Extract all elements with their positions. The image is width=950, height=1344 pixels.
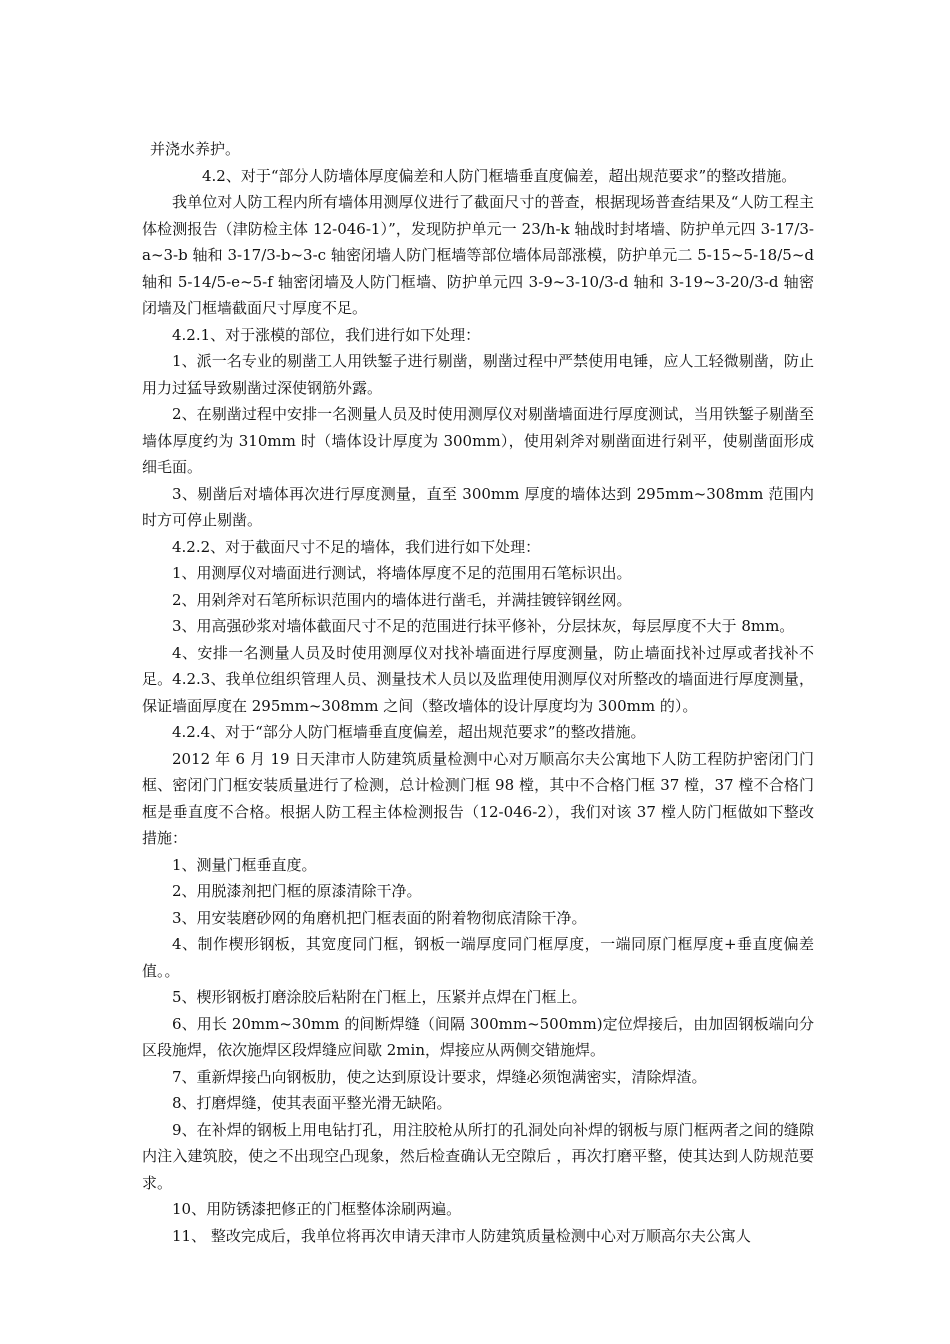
list-item: 11、 整改完成后，我单位将再次申请天津市人防建筑质量检测中心对万顺高尔夫公寓人: [172, 1226, 751, 1245]
heading-4-2-1: 4.2.1、对于涨模的部位，我们进行如下处理：: [172, 325, 481, 344]
list-item: 7、重新焊接凸向钢板肋，使之达到原设计要求，焊缝必须饱满密实，清除焊渣。: [172, 1067, 707, 1086]
list-item: 3、用安装磨砂网的角磨机把门框表面的附着物彻底清除干净。: [172, 908, 587, 927]
heading-4-2-2: 4.2.2、对于截面尺寸不足的墙体，我们进行如下处理：: [172, 537, 541, 556]
list-item: 4、安排一名测量人员及时使用测厚仪对找补墙面进行厚度测量，防止墙面找补过厚或者找补不足。4.2.3、我单位组织管理人员、测量技术人员以及监理使用测厚仪对所整改的墙面进行厚度测量，保证墙面厚度在 295mm~308mm 之间（整改墙体的设计厚度均为 300mm 的）。: [142, 643, 814, 715]
heading-4-2-4: 4.2.4、对于“部分人防门框墙垂直度偏差，超出规范要求”的整改措施。: [172, 723, 646, 741]
paragraph-survey: 我单位对人防工程内所有墙体用测厚仪进行了截面尺寸的普查，根据现场普查结果及“人防工程主体检测报告（津防检主体 12-046-1）”，发现防护单元一 23/h-k 轴战时封堵墙、防护单元四 3-17/3-a~3-b 轴和 3-17/3-b~3-c 轴密闭墙人防门框墙等部位墙体局部涨模，防护单元二 5-15~5-18/5~d 轴和 5-14/5-e~5-f 轴密闭墙及人防门框墙、防护单元四 3-9~3-10/3-d 轴和 3-19~3-20/3-d 轴密闭墙及门框墙截面尺寸厚度不足。: [142, 193, 814, 317]
list-item: 8、打磨焊缝，使其表面平整光滑无缺陷。: [172, 1094, 452, 1112]
list-item: 2、在剔凿过程中安排一名测量人员及时使用测厚仪对剔凿墙面进行厚度测试，当用铁錾子剔凿至墙体厚度约为 310mm 时（墙体设计厚度为 300mm），使用剁斧对剔凿面进行剁平，使剔凿面形成细毛面。: [142, 405, 814, 476]
list-item: 2、用剁斧对石笔所标识范围内的墙体进行凿毛，并满挂镀锌钢丝网。: [172, 590, 632, 609]
document-body: [142, 136, 814, 1249]
list-item: 10、用防锈漆把修正的门框整体涂刷两遍。: [172, 1200, 462, 1218]
paragraph-inspection: 2012 年 6 月 19 日天津市人防建筑质量检测中心对万顺高尔夫公寓地下人防工程防护密闭门门框、密闭门门框安装质量进行了检测，总计检测门框 98 樘，其中不合格门框 37 樘，37 樘不合格门框是垂直度不合格。根据人防工程主体检测报告（12-046-2），我们对该 37 樘人防门框做如下整改措施：: [142, 749, 814, 847]
heading-4-2: 4.2、对于“部分人防墙体厚度偏差和人防门框墙垂直度偏差，超出规范要求”的整改措施。: [202, 166, 797, 185]
paragraph-curing: 并浇水养护。: [150, 140, 241, 158]
list-item: 1、测量门框垂直度。: [172, 855, 317, 874]
list-item: 3、剔凿后对墙体再次进行厚度测量，直至 300mm 厚度的墙体达到 295mm~308mm 范围内时方可停止剔凿。: [142, 484, 814, 529]
list-item: 3、用高强砂浆对墙体截面尺寸不足的范围进行抹平修补，分层抹灰，每层厚度不大于 8mm。: [172, 617, 795, 635]
list-item: 4、制作楔形钢板，其宽度同门框，钢板一端厚度同门框厚度，一端同原门框厚度+垂直度偏差值。。: [142, 935, 814, 980]
list-item: 5、楔形钢板打磨涂胶后粘附在门框上，压紧并点焊在门框上。: [172, 988, 587, 1006]
list-item: 6、用长 20mm~30mm 的间断焊缝（间隔 300mm~500mm)定位焊接后，由加固钢板端向分区段施焊，依次施焊区段焊缝应间歇 2min，焊接应从两侧交错施焊。: [142, 1014, 814, 1059]
list-item: 9、在补焊的钢板上用电钻打孔，用注胶枪从所打的孔洞处向补焊的钢板与原门框两者之间的缝隙内注入建筑胶，使之不出现空凸现象，然后检查确认无空隙后 ，再次打磨平整，使其达到人防规范要求。: [142, 1120, 814, 1192]
list-item: 2、用脱漆剂把门框的原漆清除干净。: [172, 882, 422, 900]
list-item: 1、派一名专业的剔凿工人用铁錾子进行剔凿，剔凿过程中严禁使用电锤，应人工轻微剔凿，防止用力过猛导致剔凿过深使钢筋外露。: [142, 352, 814, 397]
list-item: 1、用测厚仪对墙面进行测试，将墙体厚度不足的范围用石笔标识出。: [172, 564, 632, 582]
